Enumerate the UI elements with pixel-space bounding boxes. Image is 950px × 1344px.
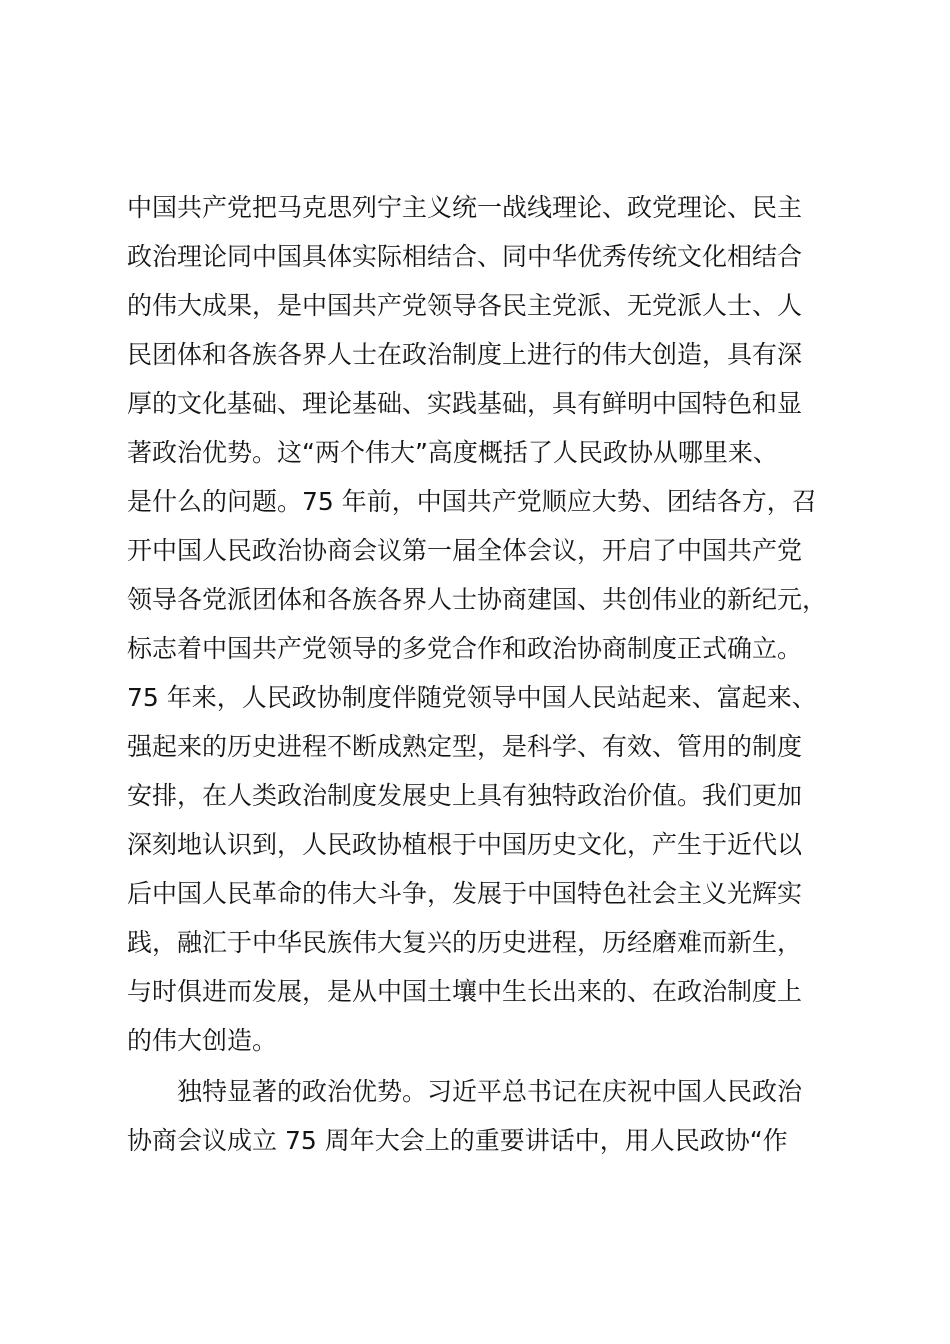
text-line-indented: 独特显著的政治优势。习近平总书记在庆祝中国人民政治: [177, 1077, 803, 1106]
text-line: 与时俱进而发展，是从中国土壤中生长出来的、在政治制度上: [127, 977, 803, 1006]
text-line: 的伟大成果，是中国共产党领导各民主党派、无党派人士、人: [127, 291, 803, 320]
text-line: 政治理论同中国具体实际相结合、同中华优秀传统文化相结合: [127, 242, 803, 271]
text-line: 领导各党派团体和各族各界人士协商建国、共创伟业的新纪元，: [127, 585, 828, 614]
text-line: 的伟大创造。: [127, 1026, 278, 1055]
text-line: 强起来的历史进程不断成熟定型，是科学、有效、管用的制度: [127, 732, 803, 761]
text-line: 是什么的问题。75 年前，中国共产党顺应大势、团结各方，召: [127, 487, 817, 516]
text-line: 后中国人民革命的伟大斗争，发展于中国特色社会主义光辉实: [127, 879, 803, 908]
text-line: 践，融汇于中华民族伟大复兴的历史进程，历经磨难而新生，: [127, 928, 803, 957]
text-line: 著政治优势。这“两个伟大”高度概括了人民政协从哪里来、: [127, 438, 778, 467]
text-line: 75 年来，人民政协制度伴随党领导中国人民站起来、富起来、: [127, 683, 817, 712]
text-line: 开中国人民政治协商会议第一届全体会议，开启了中国共产党: [127, 536, 803, 565]
text-line: 协商会议成立 75 周年大会上的重要讲话中，用人民政协“作: [127, 1126, 788, 1155]
text-line: 深刻地认识到，人民政协植根于中国历史文化，产生于近代以: [127, 830, 803, 859]
text-line: 厚的文化基础、理论基础、实践基础，具有鲜明中国特色和显: [127, 389, 803, 418]
text-line: 安排，在人类政治制度发展史上具有独特政治价值。我们更加: [127, 781, 803, 810]
text-line: 标志着中国共产党领导的多党合作和政治协商制度正式确立。: [127, 634, 803, 663]
text-line: 中国共产党把马克思列宁主义统一战线理论、政党理论、民主: [127, 193, 803, 222]
text-line: 民团体和各族各界人士在政治制度上进行的伟大创造，具有深: [127, 340, 803, 369]
